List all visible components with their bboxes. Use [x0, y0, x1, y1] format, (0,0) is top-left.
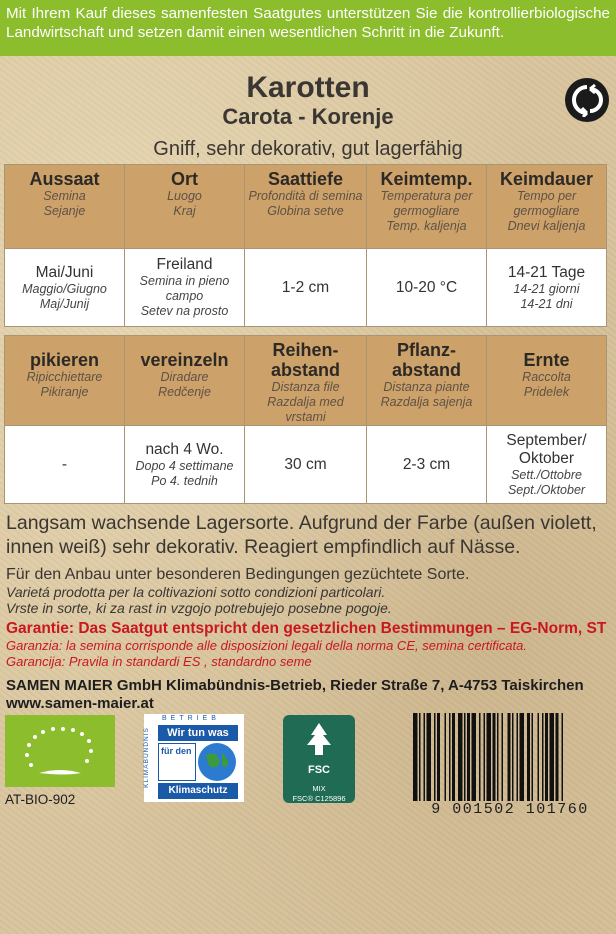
header-keimtemp: Keimtemp. Temperatura per germogliare Temp. kaljenja — [367, 165, 487, 249]
green-dot-recycle-icon — [565, 78, 609, 122]
value-keimtemp: 10-20 °C — [367, 249, 487, 327]
variety-description: Langsam wachsende Lagersorte. Aufgrund der Farbe (außen violett, innen weiß) sehr dekorativ. Reagiert empfindlich auf Nässe. — [6, 512, 597, 558]
product-subtitle: Carota - Korenje — [222, 104, 394, 129]
value-saattiefe: 1-2 cm — [245, 249, 367, 327]
ean-barcode — [405, 713, 615, 823]
barcode-bars — [405, 713, 615, 801]
product-short-description: Gniff, sehr dekorativ, gut lagerfähig — [153, 138, 463, 160]
conditions-de: Für den Anbau unter besonderen Bedingungen gezüchtete Sorte. — [6, 566, 470, 583]
value-reihenabstand: 30 cm — [245, 426, 367, 504]
fsc-logo: FSC MIX FSC® C125896 — [283, 715, 355, 803]
bio-control-code: AT-BIO-902 — [5, 792, 76, 807]
product-name: Karotten — [246, 71, 370, 104]
banner-text: Mit Ihrem Kauf dieses samenfesten Saatgutes unterstützen Sie die kontrollierbiologische Landwirtschaft und setzen damit einen wesentlichen Schritt in die Zukunft. — [6, 5, 610, 41]
header-reihenabstand: Reihen-abstand Distanza file Razdalja med vrstami — [245, 336, 367, 426]
header-vereinzeln: vereinzeln Diradare Redčenje — [125, 336, 245, 426]
guarantee-sl: Garancija: Pravila in standardi ES , standardno seme — [6, 654, 312, 669]
value-ort: Freiland Semina in pieno campo Setev na prosto — [125, 249, 245, 327]
value-pikieren: - — [5, 426, 125, 504]
info-banner — [0, 0, 616, 56]
value-keimdauer: 14-21 Tage 14-21 giorni 14-21 dni — [487, 249, 607, 327]
guarantee-de: Garantie: Das Saatgut entspricht den gesetzlichen Bestimmungen – EG-Norm, ST — [6, 620, 607, 637]
header-keimdauer: Keimdauer Tempo per germogliare Dnevi kaljenja — [487, 165, 607, 249]
conditions-block — [6, 566, 610, 616]
header-saattiefe: Saattiefe Profondità di semina Globina setve — [245, 165, 367, 249]
header-ernte: Ernte Raccolta Pridelek — [487, 336, 607, 426]
header-pikieren: pikieren Ripicchiettare Pikiranje — [5, 336, 125, 426]
conditions-sl: Vrste in sorte, ki za rast in vzgojo potrebujejo posebne pogoje. — [6, 600, 392, 616]
product-title-block — [0, 72, 616, 162]
guarantee-block — [6, 620, 616, 670]
company-address: SAMEN MAIER GmbH Klimabündnis-Betrieb, Rieder Straße 7, A-4753 Taiskirchen — [6, 677, 584, 694]
barcode-number: 9 001502 101760 — [431, 801, 589, 818]
klimabuendnis-logo: BETRIEB KLIMABÜNDNIS Wir tun was für den Klimaschutz — [144, 714, 244, 802]
sowing-table-header-row — [5, 165, 607, 249]
fsc-tree-icon — [299, 721, 339, 759]
care-table — [4, 335, 607, 504]
sowing-table-value-row — [5, 249, 607, 327]
header-ort: Ort Luogo Kraj — [125, 165, 245, 249]
website-link[interactable]: www.samen-maier.at — [6, 695, 154, 712]
sowing-table — [4, 164, 607, 327]
globe-icon — [198, 743, 236, 781]
value-vereinzeln: nach 4 Wo. Dopo 4 settimane Po 4. tednih — [125, 426, 245, 504]
value-aussaat: Mai/Juni Maggio/Giugno Maj/Junij — [5, 249, 125, 327]
value-ernte: September/ Oktober Sett./Ottobre Sept./Oktober — [487, 426, 607, 504]
conditions-it: Varietá prodotta per la coltivazioni sotto condizioni particolari. — [6, 584, 386, 600]
care-table-value-row — [5, 426, 607, 504]
eu-organic-leaf-icon — [5, 715, 115, 787]
header-aussaat: Aussaat Semina Sejanje — [5, 165, 125, 249]
header-pflanzabstand: Pflanz-abstand Distanza piante Razdalja sajenja — [367, 336, 487, 426]
care-table-header-row — [5, 336, 607, 426]
guarantee-it: Garanzia: la semina corrisponde alle disposizioni legali della norma CE, semina certificata. — [6, 638, 527, 653]
value-pflanzabstand: 2-3 cm — [367, 426, 487, 504]
